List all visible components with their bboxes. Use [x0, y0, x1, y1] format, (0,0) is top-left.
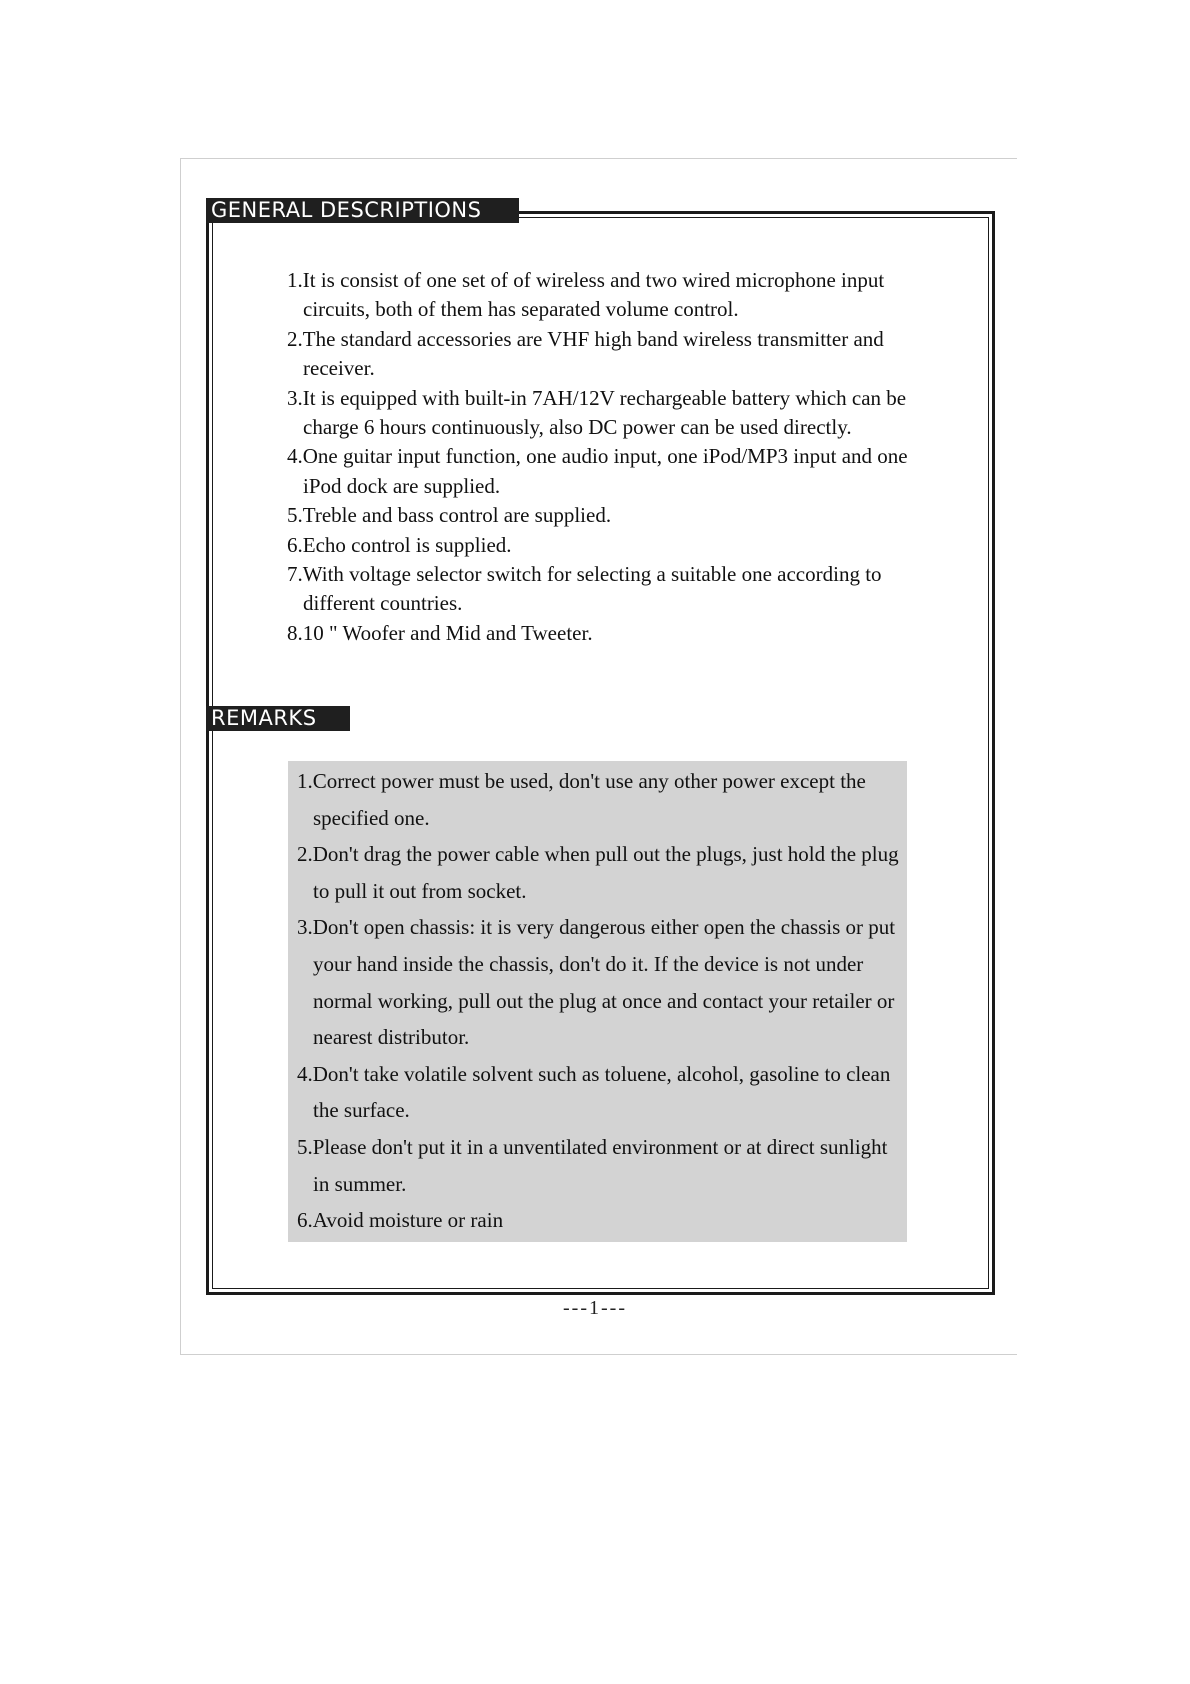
- list-item: 6.Echo control is supplied.: [287, 532, 512, 557]
- list-item: 3.Don't open chassis: it is very dangerous either open the chassis or put your hand inside the chassis, don't do it. If the device is not under normal working, pull out the plug at once and contact your retailer or nearest distributor.: [297, 915, 896, 1050]
- general-descriptions-list: [287, 266, 937, 648]
- remarks-list: [297, 763, 905, 1239]
- list-item: 2.Don't drag the power cable when pull out the plugs, just hold the plug to pull it out from socket.: [297, 842, 899, 903]
- list-item: 4.Don't take volatile solvent such as toluene, alcohol, gasoline to clean the surface.: [297, 1061, 891, 1123]
- list-item: 1.It is consist of one set of of wireless and two wired microphone input circuits, both of them has separated volume control.: [287, 268, 885, 322]
- remarks-heading: REMARKS: [206, 706, 350, 731]
- page-edge-top: [180, 158, 1017, 159]
- list-item: 6.Avoid moisture or rain: [297, 1208, 504, 1233]
- list-item: 2.The standard accessories are VHF high band wireless transmitter and receiver.: [287, 326, 884, 381]
- list-item: 4.One guitar input function, one audio input, one iPod/MP3 input and one iPod dock are supplied.: [287, 444, 908, 498]
- list-item: 3.It is equipped with built-in 7AH/12V rechargeable battery which can be charge 6 hours continuously, also DC power can be used directly.: [287, 385, 907, 440]
- list-item: 5.Please don't put it in a unventilated environment or at direct sunlight in summer.: [297, 1134, 888, 1196]
- general-descriptions-heading: GENERAL DESCRIPTIONS: [206, 198, 519, 223]
- list-item: 7.With voltage selector switch for selecting a suitable one according to different countries.: [287, 562, 882, 616]
- list-item: 8.10 " Woofer and Mid and Tweeter.: [287, 620, 593, 645]
- list-item: 5.Treble and bass control are supplied.: [287, 503, 612, 528]
- page-number: ---1---: [563, 1297, 627, 1319]
- page-edge-bottom: [180, 1354, 1017, 1355]
- list-item: 1.Correct power must be used, don't use any other power except the specified one.: [297, 769, 866, 830]
- page-edge-left: [180, 158, 181, 1354]
